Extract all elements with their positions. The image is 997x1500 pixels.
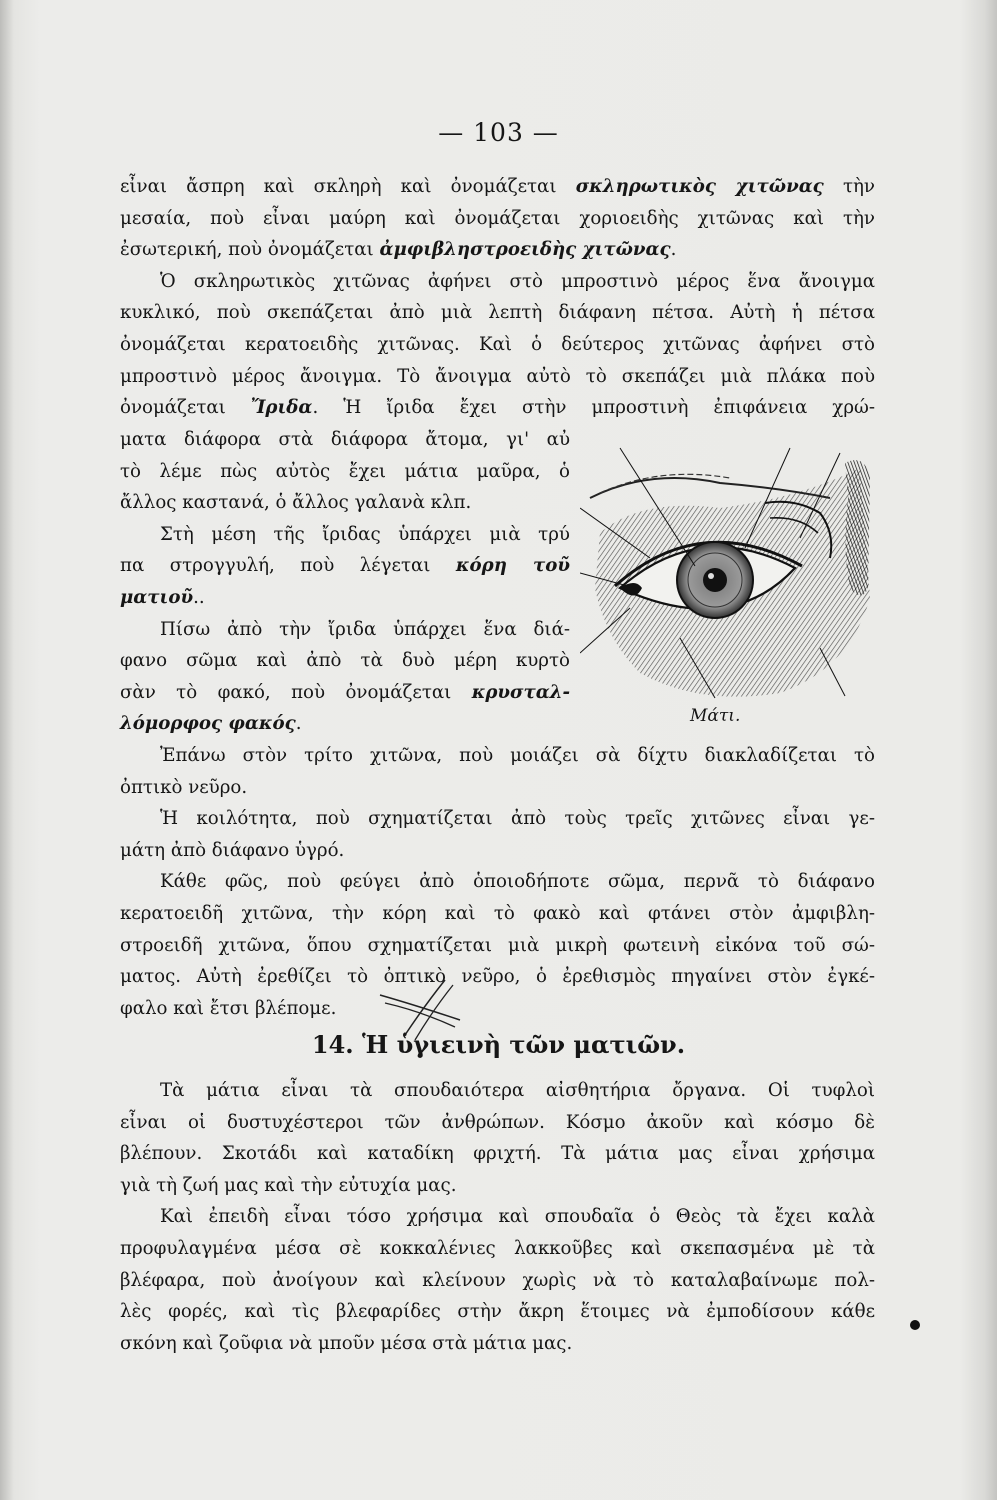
text-line: ματος. Αὐτὴ ἐρεθίζει τὸ ὀπτικὸ νεῦρο, ὁ ἐρεθισμὸς πηγαίνει στὸν ἐγκέ- <box>120 966 875 988</box>
text-line: Στὴ μέση τῆς ἴριδας ὑπάρχει μιὰ τρύ <box>160 523 570 545</box>
text-line: λόμορφος φακός. <box>120 713 302 735</box>
text-line: ὀνομάζεται Ἴριδα. Ἡ ἴριδα ἔχει στὴν μπροστινὴ ἐπιφάνεια χρώ- <box>120 397 875 419</box>
text-line: Ἡ κοιλότητα, ποὺ σχηματίζεται ἀπὸ τοὺς τρεῖς χιτῶνες εἶναι γε- <box>160 808 875 830</box>
text-line: γιὰ τὴ ζωή μας καὶ τὴν εὐτυχία μας. <box>120 1174 457 1196</box>
text-line: φανο σῶμα καὶ ἀπὸ τὰ δυὸ μέρη κυρτὸ <box>120 650 570 672</box>
text-line: Ὁ σκληρωτικὸς χιτῶνας ἀφήνει στὸ μπροστινὸ μέρος ἕνα ἄνοιγμα <box>160 270 875 292</box>
text-line: ἐσωτερική, ποὺ ὀνομάζεται ἀμφιβληστροειδὴς χιτῶνας. <box>120 239 677 261</box>
text-line: ὀνομάζεται κερατοειδὴς χιτῶνας. Καὶ ὁ δεύτερος χιτῶνας ἀφήνει στὸ <box>120 333 875 355</box>
text-line: μεσαία, ποὺ εἶναι μαύρη καὶ ὀνομάζεται χοριοειδὴς χιτῶνας καὶ τὴν <box>120 207 875 229</box>
text-line: βλέφαρα, ποὺ ἀνοίγουν καὶ κλείνουν χωρὶς νὰ τὸ καταλαβαίνωμε πολ- <box>120 1269 875 1291</box>
ink-dot <box>910 1320 920 1330</box>
text-line: Ἐπάνω στὸν τρίτο χιτῶνα, ποὺ μοιάζει σὰ δίχτυ διακλαδίζεται τὸ <box>160 745 875 766</box>
text-line: προφυλαγμένα μέσα σὲ κοκκαλένιες λακκοῦβες καὶ σκεπασμένα μὲ τὰ <box>120 1237 875 1259</box>
text-line: μπροστινὸ μέρος ἄνοιγμα. Τὸ ἄνοιγμα αὐτὸ τὸ σκεπάζει μιὰ πλάκα ποὺ <box>120 365 875 387</box>
section-paragraph <box>120 1075 875 1359</box>
text-line: τὸ λέμε πὼς αὐτὸς ἔχει μάτια μαῦρα, ὁ <box>120 460 570 482</box>
text-line: ματιοῦ.. <box>120 586 205 608</box>
text-line: φαλο καὶ ἔτσι βλέπομε. <box>120 997 337 1019</box>
text-line: στροειδῆ χιτῶνα, ὅπου σχηματίζεται μιὰ μικρὴ φωτεινὴ εἰκόνα τοῦ σώ- <box>120 934 875 956</box>
text-line: εἶναι οἱ δυστυχέστεροι τῶν ἀνθρώπων. Κόσμο ἀκοῦν καὶ κόσμο δὲ <box>120 1111 875 1133</box>
page-number: — 103 — <box>438 118 559 147</box>
text-line: σὰν τὸ φακό, ποὺ ὀνομάζεται κρυσταλ- <box>120 681 570 703</box>
text-line: κυκλικό, ποὺ σκεπάζεται ἀπὸ μιὰ λεπτὴ διάφανη πέτσα. Αὐτὴ ἡ πέτσα <box>120 302 875 324</box>
text-line: βλέπουν. Σκοτάδι καὶ καταδίκη φριχτή. Τὰ μάτια μας εἶναι χρήσιμα <box>120 1143 875 1165</box>
text-line: ματα διάφορα στὰ διάφορα ἄτομα, γι' αὐ <box>120 429 570 450</box>
text-line: κερατοειδῆ χιτῶνα, τὴν κόρη καὶ τὸ φακὸ καὶ φτάνει στὸν ἀμφιβλη- <box>120 902 875 924</box>
text-line: πα στρογγυλή, ποὺ λέγεται κόρη τοῦ <box>120 555 570 577</box>
figure-caption: Μάτι. <box>690 706 741 726</box>
text-line: Κάθε φῶς, ποὺ φεύγει ἀπὸ ὁποιοδήποτε σῶμα, περνᾶ τὸ διάφανο <box>160 871 875 893</box>
eye-illustration <box>580 438 880 713</box>
text-line: μάτη ἀπὸ διάφανο ὑγρό. <box>120 839 345 861</box>
bottom-paragraph <box>120 740 875 1024</box>
text-line: ἄλλος καστανά, ὁ ἄλλος γαλανὰ κλπ. <box>120 492 472 514</box>
text-line: Πίσω ἀπὸ τὴν ἴριδα ὑπάρχει ἕνα διά- <box>160 618 570 640</box>
text-line: Τὰ μάτια εἶναι τὰ σπουδαιότερα αἰσθητήρια ὄργανα. Οἱ τυφλοὶ <box>160 1080 875 1101</box>
top-paragraph <box>120 171 875 424</box>
text-line: Καὶ ἐπειδὴ εἶναι τόσο χρήσιμα καὶ σπουδαῖα ὁ Θεὸς τὰ ἔχει καλὰ <box>160 1206 875 1228</box>
section-heading: 14. Ἡ ὑγιεινὴ τῶν ματιῶν. <box>311 1030 686 1059</box>
side-column <box>120 424 570 740</box>
text-line: εἶναι ἄσπρη καὶ σκληρὴ καὶ ὀνομάζεται σκληρωτικὸς χιτῶνας τὴν <box>120 176 875 197</box>
text-line: λὲς φορές, καὶ τὶς βλεφαρίδες στὴν ἄκρη ἕτοιμες νὰ ἐμποδίσουν κάθε <box>120 1301 875 1323</box>
text-line: σκόνη καὶ ζοῦφια νὰ μποῦν μέσα στὰ μάτια μας. <box>120 1332 573 1354</box>
text-line: ὀπτικὸ νεῦρο. <box>120 776 248 798</box>
